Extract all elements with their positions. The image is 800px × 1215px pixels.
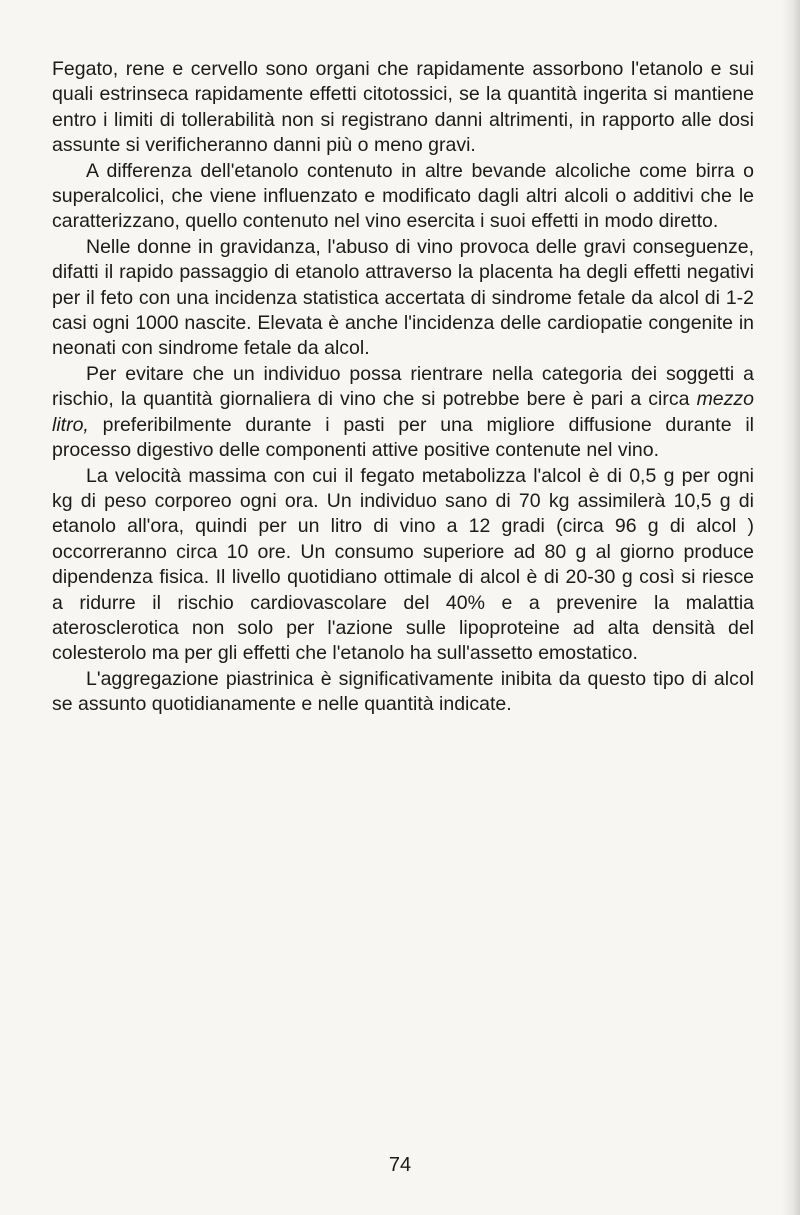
paragraph-4-emphasis: mezzo litro, — [52, 388, 754, 436]
paragraph-6: L'aggregazione piastrinica è significativamente inibita da questo tipo di alcol se assunto quotidianamente e nelle quantità indicate. — [52, 667, 754, 716]
paragraph-5: La velocità massima con cui il fegato metabolizza l'alcol è di 0,5 g per ogni kg di peso corporeo ogni ora. Un individuo sano di 70 kg assimilerà 10,5 g di etanolo all'ora, quindi per un litro di vino a 12 gradi (circa 96 g di alcol ) occorreranno circa 10 ore. Un consumo superiore ad 80 g al giorno produce dipendenza fisica. Il livello quotidiano ottimale di alcol è di 20-30 g così si riesce a ridurre il rischio cardiovascolare del 40% e a prevenire la malattia aterosclerotica non solo per l'azione sulle lipoproteine ad alta densità del colesterolo ma per gli effetti che l'etanolo ha sull'assetto emostatico. — [52, 464, 754, 665]
paragraph-3: Nelle donne in gravidanza, l'abuso di vino provoca delle gravi conseguenze, difatti il rapido passaggio di etanolo attraverso la placenta ha degli effetti negativi per il feto con una incidenza statistica accertata di sindrome fetale da alcol di 1-2 casi ogni 1000 nascite. Elevata è anche l'incidenza delle cardiopatie congenite in neonati con sindrome fetale da alcol. — [52, 235, 754, 360]
paragraph-2: A differenza dell'etanolo contenuto in altre bevande alcoliche come birra o superalcolici, che viene influenzato e modificato dagli altri alcoli o additivi che le caratterizzano, quello contenuto nel vino esercita i suoi effetti in modo diretto. — [52, 159, 754, 233]
paragraph-4 — [52, 362, 754, 464]
page-number: 74 — [388, 1154, 412, 1176]
page-edge-shadow — [782, 0, 800, 1215]
paragraph-4-end: preferibilmente durante i pasti per una migliore diffusione durante il processo digestivo delle componenti attive positive contenute nel vino. — [52, 413, 754, 462]
paragraph-1: Fegato, rene e cervello sono organi che rapidamente assorbono l'etanolo e sui quali estrinseca rapidamente effetti citotossici, se la quantità ingerita si mantiene entro i limiti di tollerabilità non si registrano danni altrimenti, in rapporto alle dosi assunte si verificheranno danni più o meno gravi. — [52, 58, 754, 157]
paragraph-4-start: Per evitare che un individuo possa rientrare nella categoria dei soggetti a rischio, la quantità giornaliera di vino che si potrebbe bere è pari a circa — [52, 362, 754, 411]
body-text — [52, 57, 754, 718]
